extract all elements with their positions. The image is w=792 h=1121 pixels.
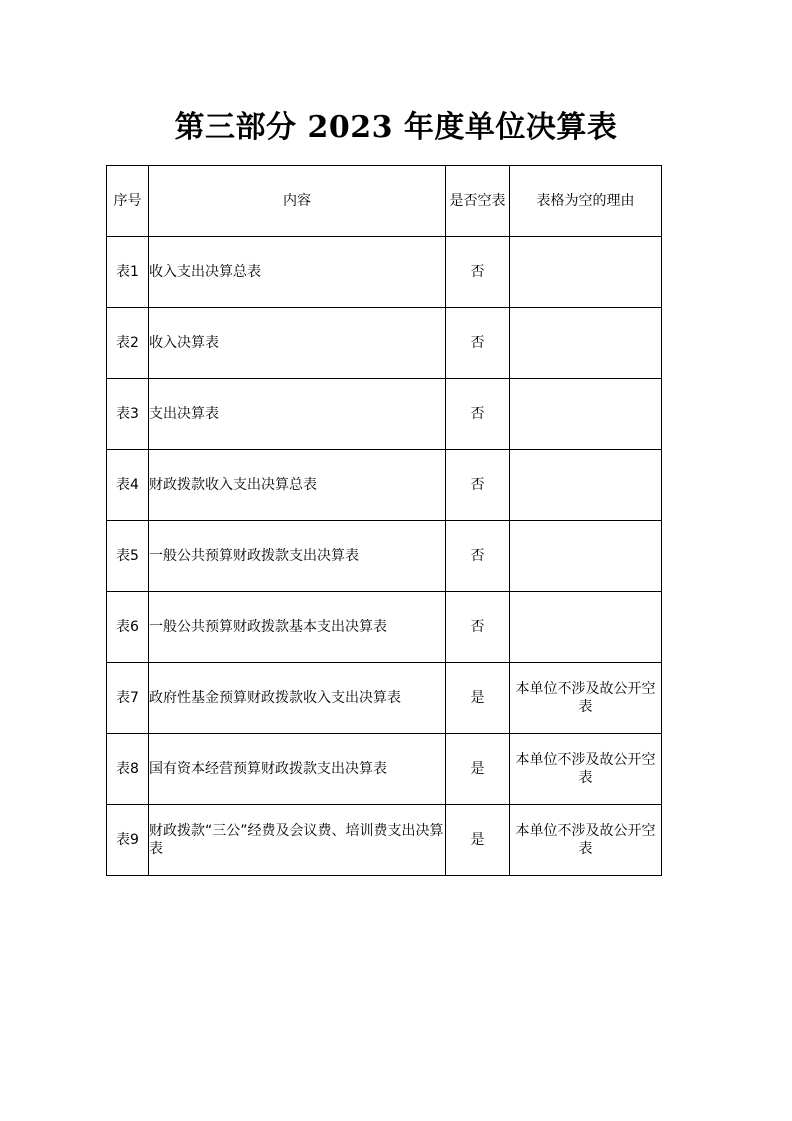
row-reason [510,521,662,592]
row-is-empty: 否 [446,592,510,663]
row-content: 政府性基金预算财政拨款收入支出决算表 [149,663,446,734]
row-content: 财政拨款收入支出决算总表 [149,450,446,521]
table-row [107,308,662,379]
row-is-empty: 是 [446,734,510,805]
row-no: 表2 [107,308,149,379]
row-reason: 本单位不涉及故公开空表 [510,805,662,876]
row-reason [510,308,662,379]
row-no: 表4 [107,450,149,521]
row-is-empty: 否 [446,450,510,521]
row-reason [510,450,662,521]
row-content: 收入支出决算总表 [149,237,446,308]
row-content: 财政拨款“三公”经费及会议费、培训费支出决算表 [149,805,446,876]
row-reason [510,237,662,308]
row-is-empty: 否 [446,308,510,379]
row-is-empty: 是 [446,663,510,734]
table-row [107,521,662,592]
page-title: 第三部分 2023 年度单位决算表 [174,110,618,145]
table-row [107,237,662,308]
row-no: 表1 [107,237,149,308]
row-content: 一般公共预算财政拨款基本支出决算表 [149,592,446,663]
header-is-empty: 是否空表 [446,166,510,237]
row-no: 表3 [107,379,149,450]
table-header-row [107,166,662,237]
row-content: 收入决算表 [149,308,446,379]
row-reason: 本单位不涉及故公开空表 [510,663,662,734]
row-content: 一般公共预算财政拨款支出决算表 [149,521,446,592]
row-is-empty: 否 [446,379,510,450]
header-no: 序号 [107,166,149,237]
row-no: 表9 [107,805,149,876]
row-no: 表6 [107,592,149,663]
table-row [107,379,662,450]
row-reason [510,592,662,663]
header-content: 内容 [149,166,446,237]
table-row [107,663,662,734]
row-reason: 本单位不涉及故公开空表 [510,734,662,805]
row-is-empty: 否 [446,521,510,592]
row-is-empty: 否 [446,237,510,308]
table-row [107,805,662,876]
table-row [107,734,662,805]
row-reason [510,379,662,450]
row-content: 国有资本经营预算财政拨款支出决算表 [149,734,446,805]
row-no: 表8 [107,734,149,805]
row-is-empty: 是 [446,805,510,876]
header-reason: 表格为空的理由 [510,166,662,237]
report-catalog-table [106,165,662,876]
row-content: 支出决算表 [149,379,446,450]
row-no: 表7 [107,663,149,734]
row-no: 表5 [107,521,149,592]
table-row [107,450,662,521]
table-row [107,592,662,663]
